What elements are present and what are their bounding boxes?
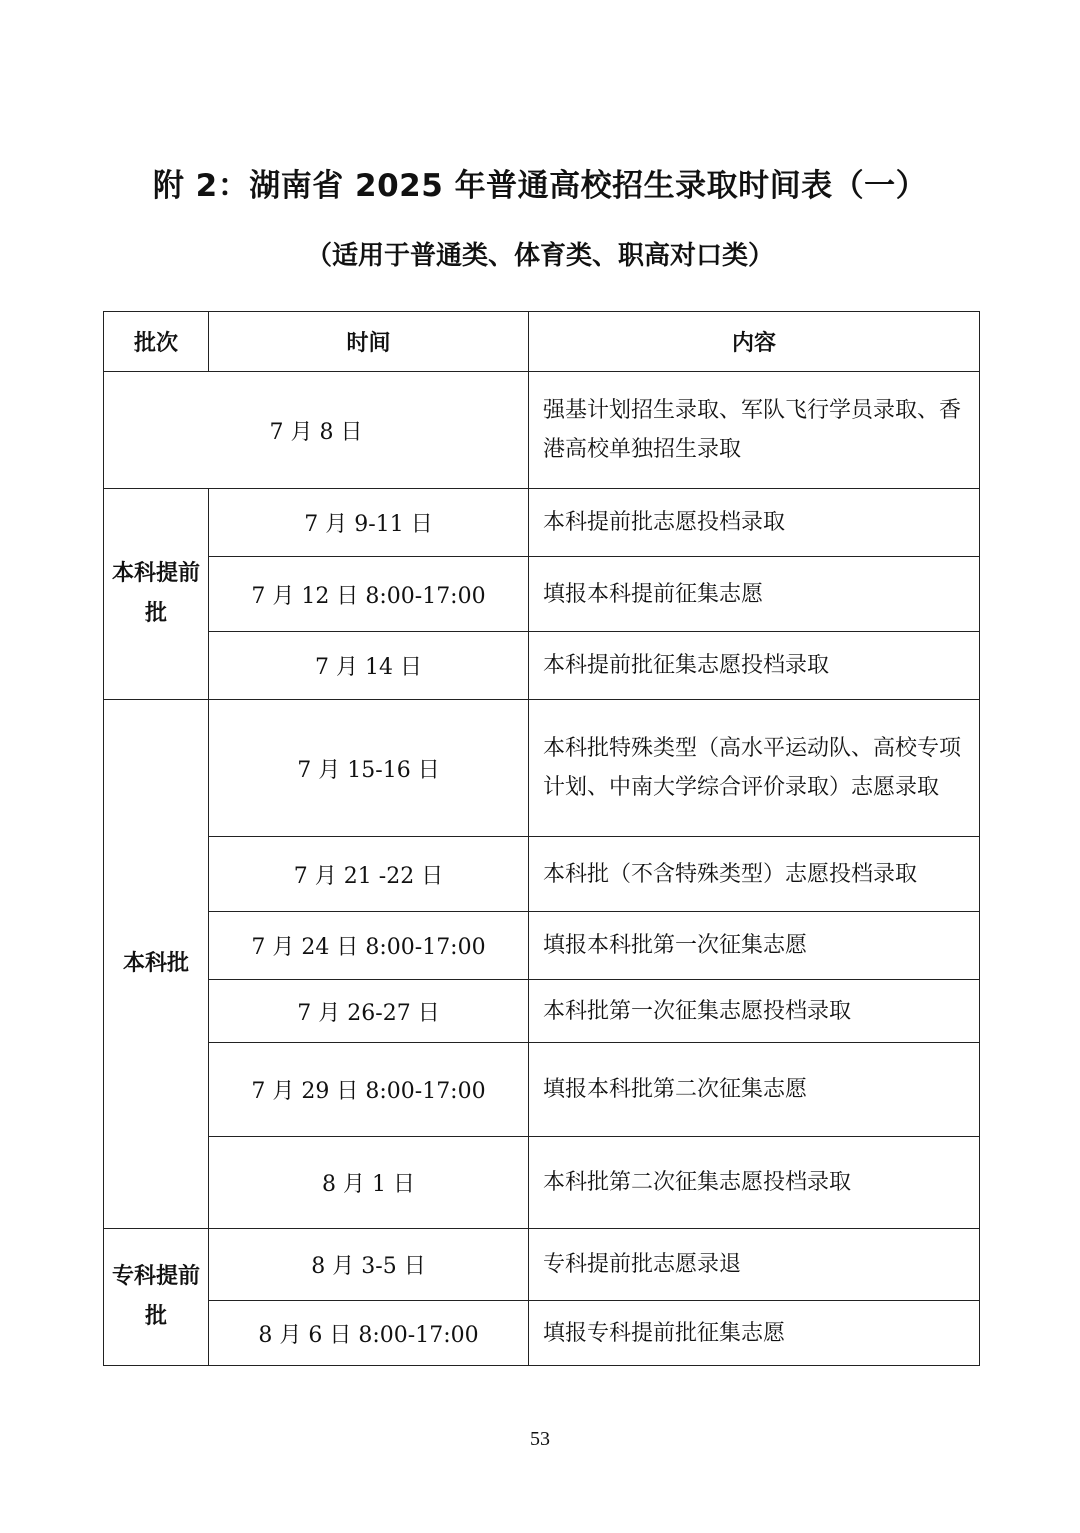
time-cell: 7 月 15-16 日 <box>209 700 529 837</box>
table-header-row <box>104 312 980 372</box>
batch-cell: 本科批 <box>104 700 209 1229</box>
admission-schedule-table <box>103 311 980 1366</box>
content-cell: 本科提前批志愿投档录取 <box>529 489 980 557</box>
content-cell: 专科提前批志愿录退 <box>529 1229 980 1301</box>
header-time: 时间 <box>209 312 529 372</box>
content-cell: 本科批（不含特殊类型）志愿投档录取 <box>529 837 980 912</box>
document-title: 附 2：湖南省 2025 年普通高校招生录取时间表（一） <box>152 168 928 204</box>
time-cell: 7 月 9-11 日 <box>209 489 529 557</box>
table-row <box>104 980 980 1043</box>
header-batch: 批次 <box>104 312 209 372</box>
content-cell: 本科提前批征集志愿投档录取 <box>529 632 980 700</box>
time-cell: 8 月 3-5 日 <box>209 1229 529 1301</box>
content-cell: 填报本科提前征集志愿 <box>529 557 980 632</box>
time-cell: 8 月 1 日 <box>209 1137 529 1229</box>
table-row <box>104 1229 980 1301</box>
header-content: 内容 <box>529 312 980 372</box>
content-cell: 填报本科批第二次征集志愿 <box>529 1043 980 1137</box>
table-row <box>104 1043 980 1137</box>
table-row <box>104 1137 980 1229</box>
table-row <box>104 700 980 837</box>
table-row <box>104 912 980 980</box>
content-cell: 填报本科批第一次征集志愿 <box>529 912 980 980</box>
table-row <box>104 1301 980 1366</box>
content-cell: 本科批第二次征集志愿投档录取 <box>529 1137 980 1229</box>
table-row <box>104 372 980 489</box>
table-row <box>104 489 980 557</box>
time-cell: 7 月 14 日 <box>209 632 529 700</box>
time-cell: 7 月 21 -22 日 <box>209 837 529 912</box>
table-row <box>104 557 980 632</box>
time-cell: 7 月 29 日 8:00-17:00 <box>209 1043 529 1137</box>
document-subtitle: （适用于普通类、体育类、职高对口类） <box>305 241 774 271</box>
batch-cell: 本科提前批 <box>104 489 209 700</box>
page-number: 53 <box>530 1428 550 1450</box>
table-row <box>104 632 980 700</box>
time-cell: 7 月 24 日 8:00-17:00 <box>209 912 529 980</box>
content-cell: 本科批第一次征集志愿投档录取 <box>529 980 980 1043</box>
content-cell: 填报专科提前批征集志愿 <box>529 1301 980 1366</box>
batch-cell: 专科提前批 <box>104 1229 209 1366</box>
time-cell: 7 月 12 日 8:00-17:00 <box>209 557 529 632</box>
time-cell: 7 月 26-27 日 <box>209 980 529 1043</box>
time-cell: 7 月 8 日 <box>104 372 529 489</box>
content-cell: 本科批特殊类型（高水平运动队、高校专项计划、中南大学综合评价录取）志愿录取 <box>529 700 980 837</box>
content-cell: 强基计划招生录取、军队飞行学员录取、香港高校单独招生录取 <box>529 372 980 489</box>
time-cell: 8 月 6 日 8:00-17:00 <box>209 1301 529 1366</box>
table-row <box>104 837 980 912</box>
